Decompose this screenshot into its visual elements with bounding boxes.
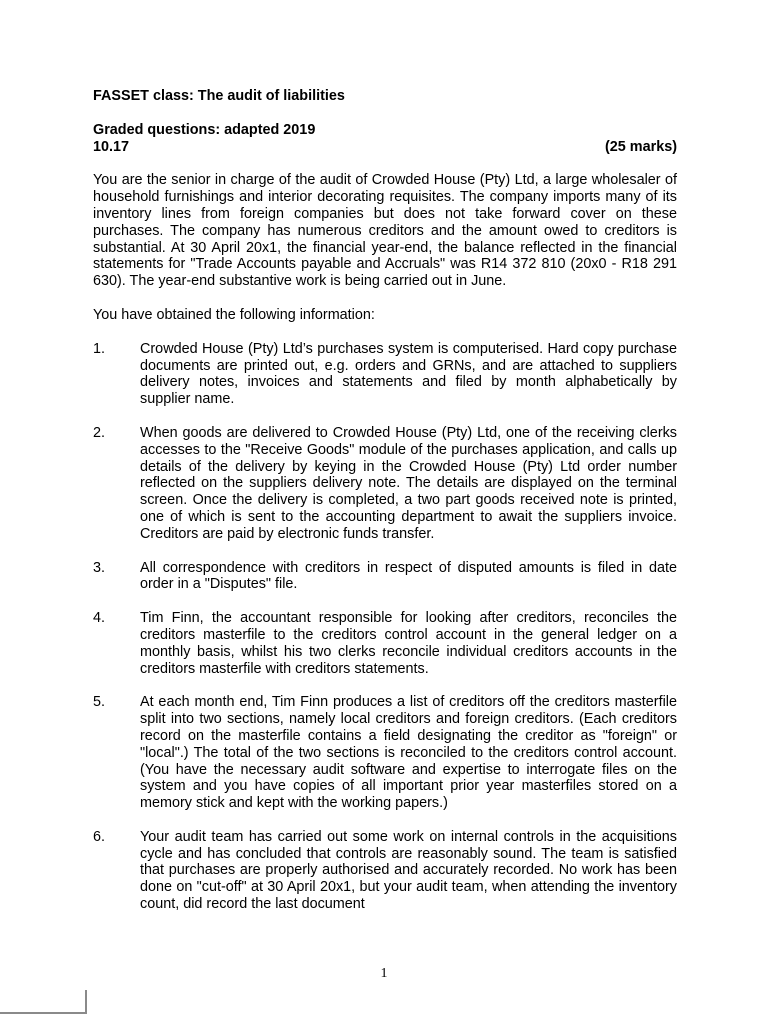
list-item-number: 6. (93, 828, 106, 845)
list-item (93, 341, 677, 408)
numbered-list (93, 341, 677, 913)
list-item-text: Tim Finn, the accountant responsible for looking after creditors, reconciles the creditors masterfile to the creditors control account in the general ledger on a monthly basis, whilst his two clerks reconcile individual creditors accounts in the creditors masterfile with creditors statements. (140, 610, 677, 677)
list-item (93, 610, 677, 677)
list-item-number: 2. (93, 424, 106, 441)
question-header-row (93, 139, 677, 156)
list-item (93, 694, 677, 812)
list-item-text: At each month end, Tim Finn produces a list of creditors off the creditors masterfile split into two sections, namely local creditors and foreign creditors. (Each creditors record on the masterfile contains a field designating the creditor as "foreign" or "local".) The total of the two sections is reconciled to the creditors control account. (You have the necessary audit software and expertise to interrogate files on the system and you have copies of all important prior year masterfiles stored on a memory stick and kept with the working papers.) (140, 694, 677, 812)
page-number: 1 (380, 966, 388, 981)
list-item (93, 560, 677, 594)
document-subtitle: Graded questions: adapted 2019 (93, 121, 316, 138)
document-title: FASSET class: The audit of liabilities (93, 88, 345, 104)
marks-label: (25 marks) (605, 138, 677, 155)
page-corner-mark (0, 990, 87, 1014)
list-item-text: All correspondence with creditors in respect of disputed amounts is filed in date order in a "Disputes" file. (140, 559, 677, 593)
list-item-text: When goods are delivered to Crowded House (Pty) Ltd, one of the receiving clerks accesses to the "Receive Goods" module of the purchases application, and calls up details of the delivery by keying in the Crowded House (Pty) Ltd order number reflected on the suppliers delivery note. The details are displayed on the terminal screen. Once the delivery is completed, a two part goods received note is printed, one of which is sent to the accounting department to await the suppliers invoice. Creditors are paid by electronic funds transfer. (140, 424, 677, 542)
lead-in-paragraph: You have obtained the following information: (93, 306, 375, 323)
list-item (93, 425, 677, 543)
list-item-text: Your audit team has carried out some work on internal controls in the acquisitions cycle and has concluded that controls are reasonably sound. The team is satisfied that purchases are properly authorised and accurately recorded. No work has been done on "cut-off" at 30 April 20x1, but your audit team, when attending the inventory count, did record the last document (140, 828, 677, 913)
intro-paragraph: You are the senior in charge of the audit of Crowded House (Pty) Ltd, a large wholesaler of household furnishings and interior decorating requisites. The company imports many of its inventory lines from foreign companies but does not take forward cover on these purchases. The company has numerous creditors and the amount owed to creditors is substantial. At 30 April 20x1, the financial year-end, the balance reflected in the financial statements for "Trade Accounts payable and Accruals" was R14 372 810 (20x0 - R18 291 630). The year-end substantive work is being carried out in June. (93, 172, 677, 290)
list-item (93, 829, 677, 913)
document-page (93, 88, 677, 913)
list-item-number: 4. (93, 610, 106, 627)
question-number: 10.17 (93, 138, 130, 155)
list-item-number: 5. (93, 694, 106, 711)
list-item-text: Crowded House (Pty) Ltd’s purchases system is computerised. Hard copy purchase documents are printed out, e.g. orders and GRNs, and are attached to suppliers delivery notes, invoices and statements and filed by month alphabetically by supplier name. (140, 340, 677, 408)
list-item-number: 3. (93, 559, 106, 576)
list-item-number: 1. (93, 340, 106, 357)
